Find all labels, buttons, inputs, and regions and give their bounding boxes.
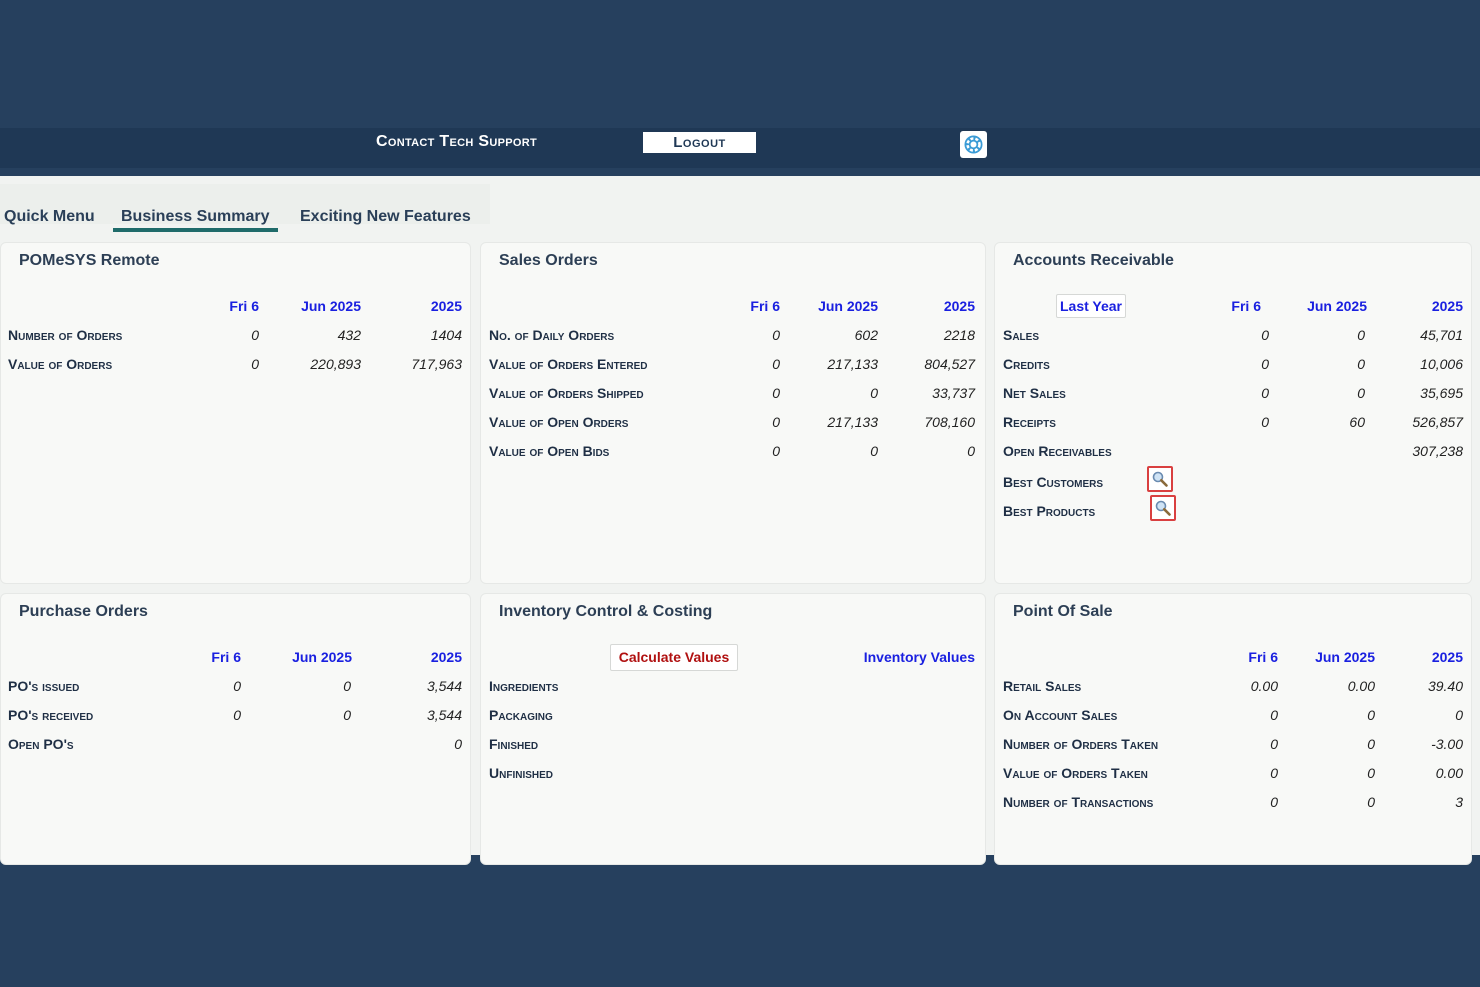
row-value: 0 <box>1261 385 1269 401</box>
row-value: 0.00 <box>1347 678 1375 694</box>
row-label: No. of Daily Orders <box>489 327 615 343</box>
row-label: Value of Orders <box>8 356 113 372</box>
row-value: 0 <box>772 356 780 372</box>
row-value: 35,695 <box>1420 385 1463 401</box>
row-value: 0 <box>251 327 259 343</box>
inventory-control-panel <box>480 593 986 865</box>
row-value: 39.40 <box>1427 678 1463 694</box>
row-value: 3,544 <box>426 707 462 723</box>
row-value: 45,701 <box>1420 327 1463 343</box>
row-label: Packaging <box>489 707 553 723</box>
row-label: Value of Open Bids <box>489 443 610 459</box>
row-value: 0 <box>772 385 780 401</box>
row-value: 0 <box>1455 707 1463 723</box>
row-label: Value of Open Orders <box>489 414 629 430</box>
column-header: Jun 2025 <box>1315 649 1375 665</box>
column-header: Fri 6 <box>229 298 259 314</box>
row-value: 0 <box>454 736 462 752</box>
row-value: 0 <box>772 443 780 459</box>
purchase-orders-panel <box>0 593 471 865</box>
column-header: Fri 6 <box>1231 298 1261 314</box>
row-value: 10,006 <box>1420 356 1463 372</box>
row-label: Credits <box>1003 356 1050 372</box>
best-products-label: Best Products <box>1003 503 1096 519</box>
row-label: Ingredients <box>489 678 559 694</box>
main-content <box>0 176 1480 855</box>
row-label: Number of Transactions <box>1003 794 1154 810</box>
pomesys-remote-panel <box>0 242 471 584</box>
row-label: Number of Orders Taken <box>1003 736 1159 752</box>
row-value: 0 <box>870 443 878 459</box>
row-value: 0 <box>251 356 259 372</box>
column-header: Jun 2025 <box>292 649 352 665</box>
column-header: Fri 6 <box>211 649 241 665</box>
panel-title: POMeSYS Remote <box>19 252 160 269</box>
best-products-search-button[interactable] <box>1150 495 1176 521</box>
row-value: 1404 <box>430 327 462 343</box>
row-value: 804,527 <box>924 356 975 372</box>
row-value: 602 <box>854 327 878 343</box>
row-label: Open Receivables <box>1003 443 1112 459</box>
row-value: 33,737 <box>932 385 975 401</box>
panel-title: Accounts Receivable <box>1013 252 1174 269</box>
best-customers-search-button[interactable] <box>1147 466 1173 492</box>
row-value: 0 <box>1367 707 1375 723</box>
row-value: 0 <box>1261 414 1269 430</box>
sales-orders-panel <box>480 242 986 584</box>
row-value: 0 <box>772 327 780 343</box>
row-label: Finished <box>489 736 539 752</box>
row-value: 526,857 <box>1412 414 1463 430</box>
accounts-receivable-panel <box>994 242 1472 584</box>
tab-business-summary[interactable]: Business Summary <box>113 208 278 232</box>
logout-button[interactable]: Logout <box>643 132 756 153</box>
panel-title: Inventory Control & Costing <box>499 603 713 620</box>
column-header: 2025 <box>1431 649 1463 665</box>
row-value: 0 <box>1261 356 1269 372</box>
row-value: 0 <box>343 678 351 694</box>
last-year-button[interactable]: Last Year <box>1056 294 1126 318</box>
row-value: 60 <box>1349 414 1365 430</box>
column-header: Fri 6 <box>1248 649 1278 665</box>
column-header: Jun 2025 <box>1307 298 1367 314</box>
contact-tech-support-link[interactable]: Contact Tech Support <box>376 133 537 150</box>
row-value: 0 <box>1357 356 1365 372</box>
row-value: 2218 <box>943 327 975 343</box>
magnifier-icon <box>1154 499 1172 517</box>
row-label: Open PO's <box>8 736 74 752</box>
row-value: 0 <box>967 443 975 459</box>
row-value: 708,160 <box>924 414 975 430</box>
row-label: Number of Orders <box>8 327 123 343</box>
tab-exciting-new-features[interactable]: Exciting New Features <box>300 208 471 225</box>
column-header: Fri 6 <box>750 298 780 314</box>
row-value: 3 <box>1455 794 1463 810</box>
point-of-sale-panel <box>994 593 1472 865</box>
row-value: 432 <box>337 327 361 343</box>
column-header: 2025 <box>1431 298 1463 314</box>
column-header: 2025 <box>943 298 975 314</box>
calculate-values-button[interactable]: Calculate Values <box>610 644 738 671</box>
column-header: Jun 2025 <box>818 298 878 314</box>
row-value: 307,238 <box>1412 443 1463 459</box>
row-value: 3,544 <box>426 678 462 694</box>
row-value: 0 <box>1270 765 1278 781</box>
row-value: 220,893 <box>310 356 361 372</box>
row-value: 0 <box>1367 794 1375 810</box>
row-value: 0 <box>233 707 241 723</box>
row-value: 0 <box>1270 794 1278 810</box>
row-label: Retail Sales <box>1003 678 1082 694</box>
settings-button[interactable] <box>960 131 987 158</box>
row-label: Value of Orders Entered <box>489 356 648 372</box>
row-value: 0 <box>1357 327 1365 343</box>
row-value: 217,133 <box>827 414 878 430</box>
row-value: 0 <box>1367 765 1375 781</box>
row-value: 0 <box>343 707 351 723</box>
row-label: Unfinished <box>489 765 554 781</box>
panel-title: Purchase Orders <box>19 603 148 620</box>
row-value: 0 <box>1367 736 1375 752</box>
column-header: 2025 <box>430 298 462 314</box>
column-header: 2025 <box>430 649 462 665</box>
row-value: 0 <box>233 678 241 694</box>
row-label: Sales <box>1003 327 1040 343</box>
row-value: 217,133 <box>827 356 878 372</box>
row-value: 717,963 <box>411 356 462 372</box>
row-label: Net Sales <box>1003 385 1066 401</box>
tab-bar <box>0 184 490 224</box>
inventory-values-link[interactable]: Inventory Values <box>863 649 975 665</box>
row-label: PO's issued <box>8 678 80 694</box>
panel-title: Sales Orders <box>499 252 598 269</box>
row-value: 0 <box>870 385 878 401</box>
row-value: 0 <box>1270 736 1278 752</box>
row-value: 0 <box>1270 707 1278 723</box>
row-value: 0 <box>1357 385 1365 401</box>
row-label: Receipts <box>1003 414 1056 430</box>
gear-icon <box>963 134 984 155</box>
row-value: 0.00 <box>1435 765 1463 781</box>
row-value: 0.00 <box>1250 678 1278 694</box>
column-header: Jun 2025 <box>301 298 361 314</box>
row-value: 0 <box>772 414 780 430</box>
best-customers-label: Best Customers <box>1003 474 1104 490</box>
row-label: On Account Sales <box>1003 707 1118 723</box>
row-label: Value of Orders Taken <box>1003 765 1148 781</box>
panel-title: Point Of Sale <box>1013 603 1113 620</box>
row-label: Value of Orders Shipped <box>489 385 644 401</box>
tab-quick-menu[interactable]: Quick Menu <box>4 208 95 225</box>
row-value: -3.00 <box>1431 736 1463 752</box>
row-label: PO's received <box>8 707 94 723</box>
row-value: 0 <box>1261 327 1269 343</box>
magnifier-icon <box>1151 470 1169 488</box>
